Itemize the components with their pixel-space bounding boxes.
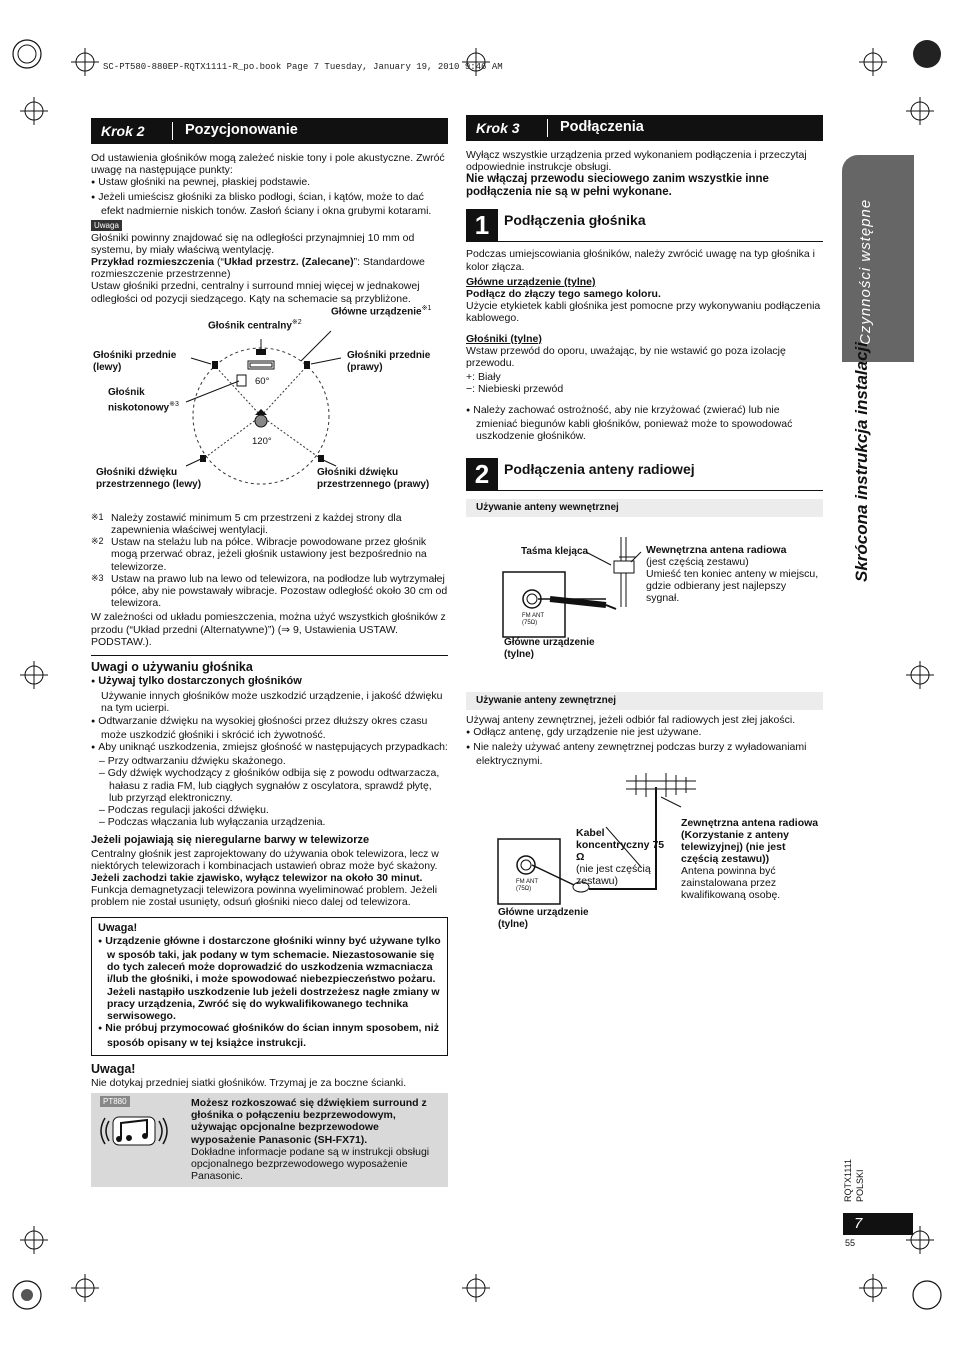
jack-ohm: (75Ω) <box>522 620 538 627</box>
cable-bold: Kabel koncentryczny 75 Ω <box>576 827 665 864</box>
example-bold: Przykład rozmieszczenia <box>91 256 215 269</box>
cable-sub: (nie jest częścią zestawu) <box>576 863 651 888</box>
care-b2: ● Aby uniknąć uszkodzenia, zmiejsz głośność w następujących przypadkach: <box>91 741 448 755</box>
dash-text: Podczas włączania lub wyłączania urządzenia. <box>107 816 326 829</box>
pt880-tag: PT880 <box>100 1096 130 1107</box>
dash-text: Gdy dźwięk wychodzący z głośników odbija się z powodu odtwarzacza, hałasu z radia FM, lub ciągłych sygnałów z oscylatora, sprawdź płytę, lub przyrząd elektroniczny. <box>107 767 440 804</box>
example-bold2: Układ przestrz. (Zalecane) <box>224 256 354 269</box>
list-item: – Podczas regulacji jakości dźwięku. <box>99 804 269 817</box>
music-icon <box>99 1111 169 1151</box>
cable-text <box>576 827 671 887</box>
footnote-mark: ※3 <box>91 572 104 583</box>
footnotes <box>91 512 448 610</box>
uwaga-tag: Uwaga <box>91 220 122 231</box>
footnote <box>91 536 448 573</box>
s1-p1: Podczas umiejscowiania głośników, należy zwrócić uwagę na typ głośnika i kolor złącza. <box>466 248 816 273</box>
s1-plus: +: Biały <box>466 371 501 384</box>
outdoor-bar: Używanie anteny zewnętrznej <box>466 692 823 710</box>
s1-minus: −: Niebieski przewód <box>466 383 564 396</box>
intro-bold: Nie włączaj przewodu sieciowego zanim wszystkie inne podłączenia nie są w pełni wykonane. <box>466 173 769 199</box>
section2-title: Podłączenia anteny radiowej <box>504 460 695 477</box>
ext-bold: Zewnętrzna antena radiowa (Korzystanie z anteny telewizyjnej) (nie jest częścią zestawu)) <box>681 817 819 866</box>
indoor-antenna-desc: Umieść ten koniec anteny w miejscu, gdzie odbierany jest najlepszy sygnał. <box>646 568 819 605</box>
angle-60: 60° <box>255 375 270 387</box>
sidebar-tab <box>842 155 914 362</box>
footnote-text: Należy zostawić minimum 5 cm przestrzeni z każdej strony dla zapewnienia właściwej wentylacji. <box>111 511 402 537</box>
uwaga-text: Głośniki powinny znajdować się na odległości przynajmniej 10 mm od systemu, by miały właściwą wentylację. <box>91 231 415 256</box>
outdoor-b1: ● Odłącz antenę, gdy urządzenie nie jest używane. <box>466 726 823 740</box>
care-section <box>91 655 448 909</box>
ext-desc: Antena powinna być zainstalowana przez kwalifikowaną osobę. <box>681 865 781 902</box>
jack-ohm: (75Ω) <box>516 886 532 893</box>
diag-main-unit-label <box>331 303 431 318</box>
right-column <box>466 115 823 932</box>
color-title: Jeżeli pojawiają się nieregularne barwy w telewizorze <box>91 834 370 847</box>
warning-title: Uwaga! <box>98 921 138 934</box>
color-bold: Jeżeli zachodzi takie zjawisko, wyłącz telewizor na około 30 minut. <box>91 872 423 885</box>
step2-header <box>91 118 448 144</box>
dash-text: Podczas regulacji jakości dźwięku. <box>107 804 269 817</box>
sidebar-tab-label: Czynności wstępne <box>857 198 874 345</box>
warning-box <box>91 917 448 1056</box>
doc-code: RQTX1111 <box>843 1158 853 1202</box>
ext-antenna-text <box>681 817 821 901</box>
s1-b1: Podłącz do złączy tego samego koloru. <box>466 288 661 301</box>
indoor-antenna-bold: Wewnętrzna antena radiowa <box>646 544 787 557</box>
step3-header <box>466 115 823 141</box>
jack-label: FM ANT <box>522 613 544 620</box>
footnote-mark: ※1 <box>91 511 104 522</box>
wireless-box <box>91 1093 448 1187</box>
sidebar-vertical-title: Skrócona instrukcja instalacji <box>852 342 871 582</box>
step-title: Podłączenia <box>560 119 644 136</box>
center-label: Głośnik centralny <box>208 320 292 332</box>
list-item: ● Ustaw głośniki na pewnej, płaskiej podstawie. <box>91 176 448 190</box>
intro-text: Od ustawienia głośników mogą zależeć niskie tony i pole akustyczne. Zwróć uwagę na następujące punkty: <box>91 152 445 177</box>
care-dashes <box>91 755 448 828</box>
outdoor-p: Używaj anteny zewnętrznej, jeżeli odbiór fal radiowych jest złej jakości. <box>466 714 796 727</box>
outdoor-unit-label: Główne urządzenie (tylne) <box>498 907 589 931</box>
outdoor-jack-label <box>516 879 538 893</box>
tape-label: Taśma klejąca <box>521 546 589 558</box>
list-item: – Podczas włączania lub wyłączania urządzenia. <box>99 816 326 829</box>
indoor-jack-label <box>522 613 544 627</box>
jack-label: FM ANT <box>516 879 538 886</box>
intro-text: Wyłącz wszystkie urządzenia przed wykonaniem podłączenia i przeczytaj odpowiednie instrukcje obsługi. <box>466 149 807 174</box>
s1-p3: Wstaw przewód do oporu, uważając, by nie wstawić go poza izolację przewodu. <box>466 344 786 370</box>
left-column <box>91 118 448 1187</box>
note3-sup: ※3 <box>169 400 179 408</box>
wireless-text <box>191 1097 441 1182</box>
warn2-text: Nie dotykaj przedniej siatki głośników. Trzymaj je za boczne ścianki. <box>91 1076 407 1089</box>
note2-sup: ※2 <box>291 318 302 326</box>
footnote-mark: ※2 <box>91 536 104 547</box>
step-label: Krok 2 <box>91 122 173 140</box>
care-title: Uwagi o używaniu głośnika <box>91 660 253 675</box>
example-rest: ”: Standardowe rozmieszczenie przestrzenne) <box>91 256 425 281</box>
example-mid: (“ <box>214 256 225 269</box>
diag-center-label <box>208 317 302 332</box>
diag-subwoofer <box>108 387 188 414</box>
indoor-unit-label: Główne urządzenie (tylne) <box>504 637 595 661</box>
s1-p2: Użycie etykietek kabli głośnika jest pomocne przy wykonywaniu podłączenia kablowego. <box>466 300 821 325</box>
s1-u1 <box>466 276 823 288</box>
warning-b1: ● Urządzenie główne i dostarczone głośniki winny być używane tylko w sposób taki, jak podany w tym schemacie. Niezastosowanie się do tych zaleceń może doprowadzić do uszkodzenia wzmacniacza i/lub the głośniki, i może spowodować niebezpieczeństwo pożaru. Jeżeli nastąpiło uszkodzenie lub jeżeli dostrzeżesz nagłe zmiany w pracy urządzenia, Zwróć się do wykwalifikowanego technika serwisowego. <box>98 935 441 1022</box>
warn2-title: Uwaga! <box>91 1061 136 1076</box>
section1-number: 1 <box>466 209 498 241</box>
wireless-bold: Możesz rozkoszować się dźwiękiem surround z głośnika o połączeniu bezprzewodowym, używając opcjonalne bezprzewodowe wyposażenie Panasonic (SH-FX71). <box>191 1096 427 1146</box>
step-label: Krok 3 <box>466 119 548 137</box>
indoor-antenna-text <box>646 544 821 604</box>
example-text2: Ustaw głośniki przedni, centralny i surround mniej więcej w jednakowej odległości od pozycji siedzącego. Kąty na schemacie są przybliżone. <box>91 280 420 305</box>
list-item: – Gdy dźwięk wychodzący z głośników odbija się z powodu odtwarzacza, hałasu z radia FM, lub ciągłych sygnałów z oscylatora, sprawdź płytę, lub przyrząd elektroniczny. <box>99 767 440 804</box>
diag-front-left: Głośniki przednie (lewy) <box>93 349 177 373</box>
speaker-diagram-svg <box>91 309 448 524</box>
main-unit-label: Główne urządzenie <box>331 306 422 318</box>
speaker-diagram <box>91 304 448 524</box>
layout-note: W zależności od układu pomieszczenia, można użyć wszystkich głośników z przodu (“Układ przedni (Alternatywne)”) (⇒ 9, Ustawienia USTAW. PODSTAW.). <box>91 611 446 648</box>
footnote <box>91 573 448 610</box>
wireless-desc: Dokładne informacje podane są w instrukcji obsługi opcjonalnego bezprzewodowego wyposażenie Panasonic. <box>191 1145 430 1183</box>
angle-120: 120° <box>252 435 272 447</box>
indoor-antenna-sub: (jest częścią zestawu) <box>646 556 749 569</box>
section1-title: Podłączenia głośnika <box>504 212 646 228</box>
language: POLSKI <box>855 1169 865 1202</box>
subwoofer-label: Głośnik niskotonowy <box>108 386 170 414</box>
warning-b2: ● Nie próbuj przymocować głośników do ścian innym sposobem, niż sposób opisany w tej książce instrukcji. <box>98 1022 441 1048</box>
note1-sup: ※1 <box>421 304 432 312</box>
page-number: 7 <box>843 1213 913 1235</box>
diag-surround-left: Głośniki dźwięku przestrzennego (lewy) <box>96 466 202 490</box>
example-text <box>91 256 448 280</box>
section1-head <box>466 209 823 242</box>
s1-bullet: ● Należy zachować ostrożność, aby nie krzyżować (zwierać) lub nie zmieniać biegunów kabli głośników, ponieważ może to spowodować uszkodzenie głośników. <box>466 404 823 443</box>
page-number-2: 55 <box>845 1238 856 1248</box>
list-item: ● Jeżeli umieścisz głośniki za blisko podłogi, ścian, i kątów, może to dać efekt nadmiernie niskich tonów. Zasłoń ściany i okna grubymi kotarami. <box>91 191 448 217</box>
indoor-diagram <box>466 517 823 680</box>
color-p2: Funkcja demagnetyzacji telewizora powinna wyeliminować problem. Jeżeli problem nie został usunięty, odsuń głośniki nieco dalej od telewizora. <box>91 884 438 909</box>
diag-front-right: Głośniki przednie (prawy) <box>347 349 431 373</box>
print-header: SC-PT580-880EP-RQTX1111-R_po.book Page 7 Tuesday, January 19, 2010 9:46 AM <box>103 62 503 72</box>
s1-u1-text: Główne urządzenie (tylne) <box>466 275 596 288</box>
indoor-bar: Używanie anteny wewnętrznej <box>466 499 823 517</box>
s1-u2 <box>466 333 823 345</box>
footnote-text: Ustaw na prawo lub na lewo od telewizora, na podłodze lub wytrzymałej półce, aby nie powstawały wibracje. Pozostaw odległość około 30 cm od telewizora. <box>111 572 448 610</box>
section2-number: 2 <box>466 458 498 490</box>
color-p1: Centralny głośnik jest zaprojektowany do używania obok telewizora, lecz w niektórych telewizorach i kombinacjach ustawień obraz może być skażony. <box>91 847 439 872</box>
s1-u2-text: Głośniki (tylne) <box>466 332 542 345</box>
bullets1 <box>91 176 448 217</box>
footnote-text: Ustaw na stelażu lub na półce. Wibracje powodowane przez głośnik mogą przerwać obraz, jeżeli głośnik ustawiony jest bezpośrednio na telewizorze. <box>111 536 427 573</box>
list-item: – Przy odtwarzaniu dźwięku skażonego. <box>99 755 286 768</box>
step-title: Pozycjonowanie <box>185 122 298 139</box>
outdoor-diagram <box>466 767 823 932</box>
care-sub: ● Używaj tylko dostarczonych głośników <box>91 675 448 688</box>
outdoor-b2: ● Nie należy używać anteny zewnętrznej podczas burzy z wyładowaniami elektrycznymi. <box>466 741 823 767</box>
diag-surround-right: Głośniki dźwięku przestrzennego (prawy) <box>317 466 430 490</box>
section2-head <box>466 458 823 491</box>
care-p1: Używanie innych głośników może uszkodzić urządzenie, i jakość dźwięku na tym ucierpi. <box>101 690 443 715</box>
care-b1: ● Odtwarzanie dźwięku na wysokiej głośności przez dłuższy okres czasu może uszkodzić głośniki i skrócić ich żywotność. <box>91 715 448 741</box>
dash-text: Przy odtwarzaniu dźwięku skażonego. <box>107 755 286 768</box>
